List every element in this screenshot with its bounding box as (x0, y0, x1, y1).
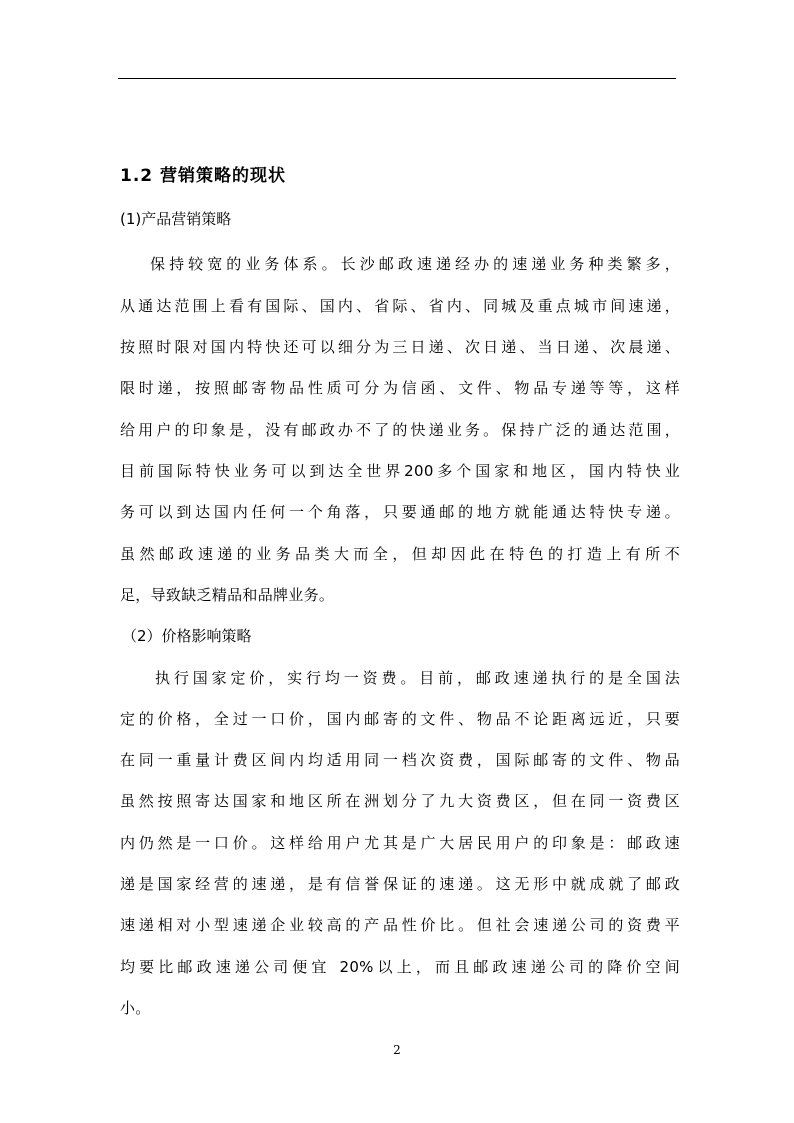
paragraph-line: 虽然邮政速递的业务品类大而全，但却因此在特色的打造上有所不 (120, 545, 680, 563)
paragraph-line: 内仍然是一口价。这样给用户尤其是广大居民用户的印象是：邮政速 (120, 834, 680, 852)
paragraph-line: 目前国际特快业务可以到达全世界200多个国家和地区，国内特快业 (120, 462, 680, 480)
paragraph-line: 给用户的印象是，没有邮政办不了的快递业务。保持广泛的通达范围， (120, 421, 680, 439)
subsection-heading-price: （2）价格影响策略 (122, 627, 252, 645)
paragraph-line: 执行国家定价，实行均一资费。目前，邮政速递执行的是全国法 (155, 669, 680, 687)
paragraph-line: 务可以到达国内任何一个角落，只要通邮的地方就能通达特快专递。 (120, 503, 680, 521)
paragraph-line: 保持较宽的业务体系。长沙邮政速递经办的速递业务种类繁多， (150, 255, 680, 273)
paragraph-line: 限时递，按照邮寄物品性质可分为信函、文件、物品专递等等，这样 (120, 379, 680, 397)
paragraph-line: 速递相对小型速递企业较高的产品性价比。但社会速递公司的资费平 (120, 916, 680, 934)
paragraph-line: 按照时限对国内特快还可以细分为三日递、次日递、当日递、次晨递、 (120, 338, 680, 356)
page-number: 2 (393, 1043, 401, 1057)
paragraph-line: 在同一重量计费区间内均适用同一档次资费，国际邮寄的文件、物品 (120, 751, 680, 769)
header-rule (118, 78, 676, 79)
paragraph-line: 足，导致缺乏精品和品牌业务。 (120, 586, 335, 604)
paragraph-line: 小。 (120, 999, 151, 1017)
paragraph-line: 均要比邮政速递公司便宜 20%以上，而且邮政速递公司的降价空间 (120, 958, 680, 976)
paragraph-line: 虽然按照寄达国家和地区所在洲划分了九大资费区，但在同一资费区 (120, 792, 680, 810)
section-title: 1.2 营销策略的现状 (120, 166, 287, 186)
paragraph-line: 定的价格，全过一口价，国内邮寄的文件、物品不论距离远近，只要 (120, 710, 680, 728)
paragraph-line: 递是国家经营的速递，是有信誉保证的速递。这无形中就成就了邮政 (120, 875, 680, 893)
subsection-heading-product: (1)产品营销策略 (120, 210, 232, 228)
paragraph-line: 从通达范围上看有国际、国内、省际、省内、同城及重点城市间速递， (120, 297, 680, 315)
